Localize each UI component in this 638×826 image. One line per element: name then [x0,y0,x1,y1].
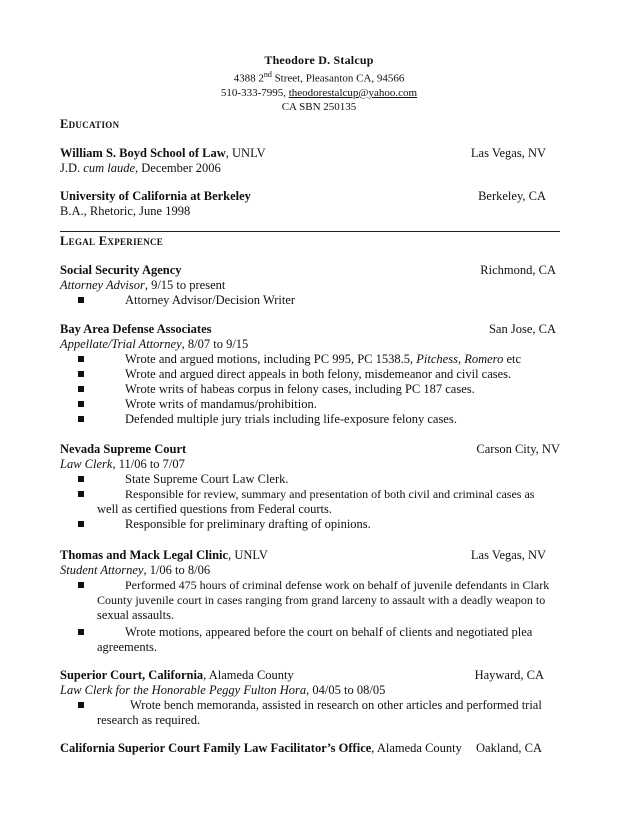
employer-name: Bay Area Defense Associates [60,322,212,336]
square-bullet-icon [78,698,86,706]
square-bullet-icon [78,517,86,525]
employer-name: Superior Court, California [60,668,204,682]
square-bullet-icon [78,472,86,480]
employer-name: California Superior Court Family Law Facilitator’s Office [60,741,372,755]
section-title-education: Education [60,117,120,131]
school-name: William S. Boyd School of Law [60,146,226,160]
employer-location: Richmond, CA [480,263,556,277]
school-name: University of California at Berkeley [60,189,251,203]
section-divider [60,231,560,232]
square-bullet-icon [78,293,86,301]
square-bullet-icon [78,397,86,405]
bar-number: CA SBN 250135 [281,100,357,113]
square-bullet-icon [78,578,86,586]
employer-name: Social Security Agency [60,263,182,277]
employer-location: Oakland, CA [476,741,542,755]
square-bullet-icon [78,367,86,375]
email-link[interactable]: theodorestalcup@yahoo.com [288,86,418,99]
employer-location: Hayward, CA [474,668,544,682]
section-title-experience: Legal Experience [60,234,164,248]
employer-location: Carson City, NV [476,442,560,456]
resume-header [0,53,638,114]
employer-location: San Jose, CA [488,322,556,336]
square-bullet-icon [78,625,86,633]
square-bullet-icon [78,487,86,495]
school-location: Berkeley, CA [478,189,546,203]
address: 4388 2nd Street, Pleasanton CA, 94566 [233,70,405,85]
square-bullet-icon [78,412,86,420]
square-bullet-icon [78,382,86,390]
employer-location: Las Vegas, NV [470,548,546,562]
square-bullet-icon [78,352,86,360]
candidate-name: Theodore D. Stalcup [264,53,374,67]
employer-name: Thomas and Mack Legal Clinic [60,548,229,562]
contact-line [0,86,638,100]
phone-number: 510-333-7995, [220,86,289,99]
school-location: Las Vegas, NV [470,146,546,160]
resume-page: Theodore D. Stalcup 4388 2nd Street, Pleasanton CA, 94566 510-333-7995, theodorestalcup@yahoo.com CA SBN 250135 Education William S. Boyd School of Law, UNLV Las Vegas, NV J.D. cum laude, December 2006 University of California at Berkeley Berkeley, CA B.A., Rhetoric, June 1998 Legal Experience Social Security Agency Richmond, CA Attorney Advisor, 9/15 to present Attorney Advisor/Decision Writer Bay Area Defense Associates San Jose, CA Appellate/Trial Attorney, 8/07 to 9/15 Wrote and argued motions, including PC 995, PC 1538.5, Pitchess, Romero etc Wrote and argued direct appeals in both felony, misdemeanor and civil cases. Wrote writs of habeas corpus in felony cases, including PC 187 cases. Wrote writs of mandamus/prohibition. Defended multiple jury trials including life-exposure felony cases. Nevada Supreme Court Carson City, NV Law Clerk, 11/06 to 7/07 State Supreme Court Law Clerk. Responsible for review, summary and presentation of both civil and criminal cases as well as certified questions from Federal courts. Responsible for preliminary drafting of opinions. Thomas and Mack Legal Clinic, UNLV Las Vegas, NV Student Attorney, 1/06 to 8/06 Performed 475 hours of criminal defense work on behalf of juvenile defendants in Clark County juvenile court in cases ranging from grand larceny to assault with a deadly weapon to sexual assaults. Wrote motions, appeared before the court on behalf of clients and negotiated plea agreements. Superior Court, California, Alameda County Hayward, CA Law Clerk for the Honorable Peggy Fulton Hora, 04/05 to 08/05 Wrote bench memoranda, assisted in research on other articles and performed trial research as required. California Superior Court Family Law Facilitator’s Office, Alameda County Oakland, CA [0,0,638,826]
employer-name: Nevada Supreme Court [60,442,187,456]
